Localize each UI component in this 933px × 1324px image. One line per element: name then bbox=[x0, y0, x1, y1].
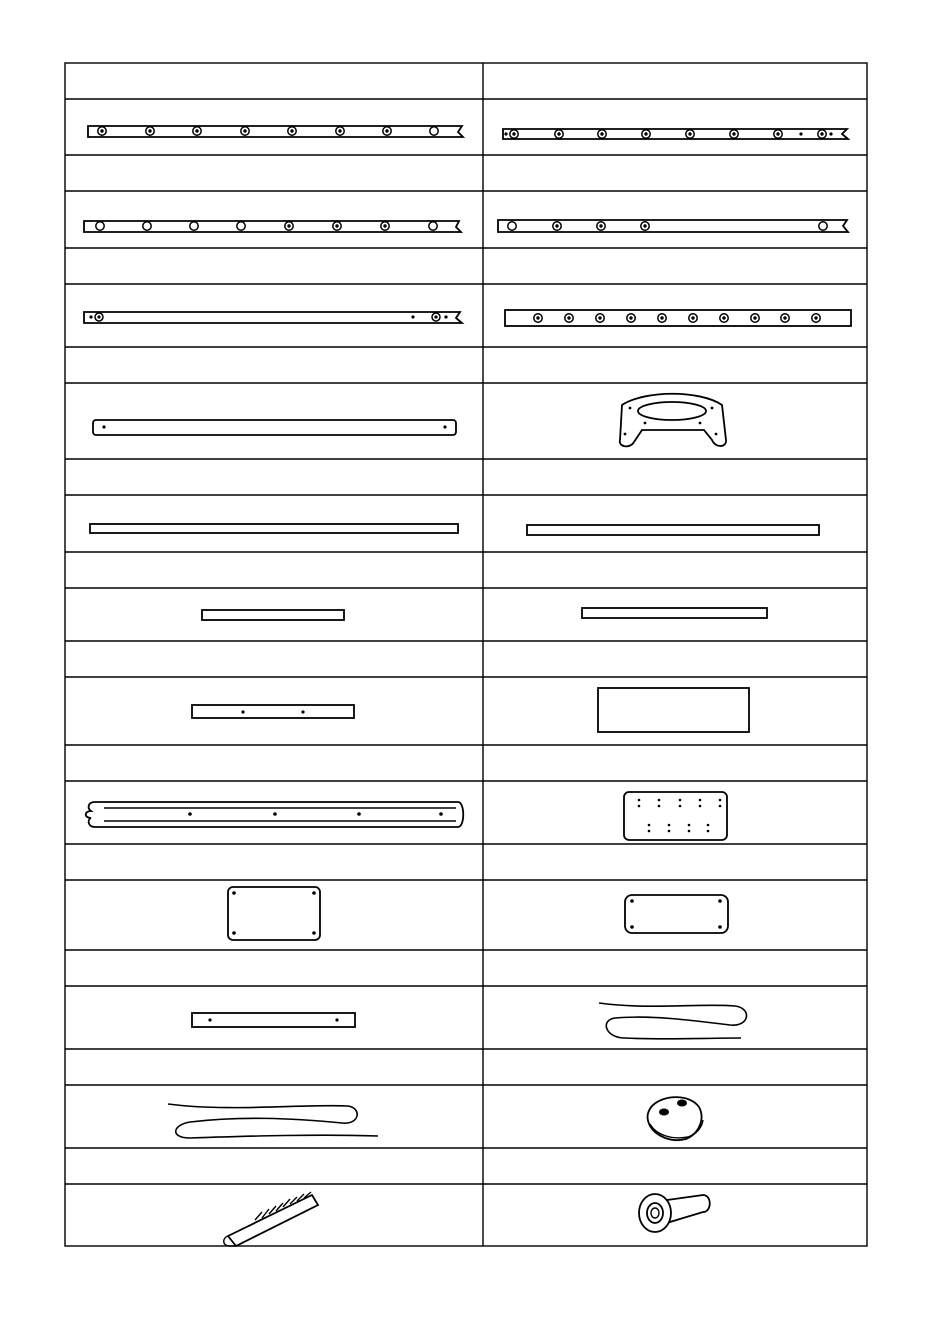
short-slat-icon bbox=[202, 610, 344, 620]
rail-two-holes-icon bbox=[84, 312, 462, 323]
rail-eight-holes-icon bbox=[503, 129, 848, 139]
table-border bbox=[65, 63, 867, 1246]
small-bar-icon bbox=[192, 1013, 355, 1027]
rail-four-holes-icon bbox=[498, 220, 848, 232]
rail-eight-holes-open-icon bbox=[84, 221, 461, 232]
rung-bar-icon bbox=[505, 310, 851, 326]
climbing-hold-icon bbox=[648, 1097, 703, 1140]
screw-icon bbox=[224, 1192, 318, 1246]
long-slat-icon bbox=[90, 524, 458, 533]
short-bar-icon bbox=[192, 705, 354, 718]
hole-plate-icon bbox=[624, 792, 727, 840]
track-icon bbox=[86, 802, 464, 827]
plate-icon bbox=[228, 887, 320, 940]
bracket-icon bbox=[620, 394, 726, 447]
rounded-plate-icon bbox=[625, 895, 728, 933]
rail-eight-holes-icon bbox=[88, 126, 463, 137]
table-grid bbox=[65, 63, 867, 1246]
panel-icon bbox=[598, 688, 749, 732]
slat-icon bbox=[93, 420, 456, 435]
short-slat-icon bbox=[582, 608, 767, 618]
rope-icon bbox=[168, 1104, 378, 1138]
medium-slat-icon bbox=[527, 525, 819, 535]
barrel-nut-icon bbox=[639, 1194, 710, 1232]
rope-icon bbox=[599, 1003, 746, 1039]
